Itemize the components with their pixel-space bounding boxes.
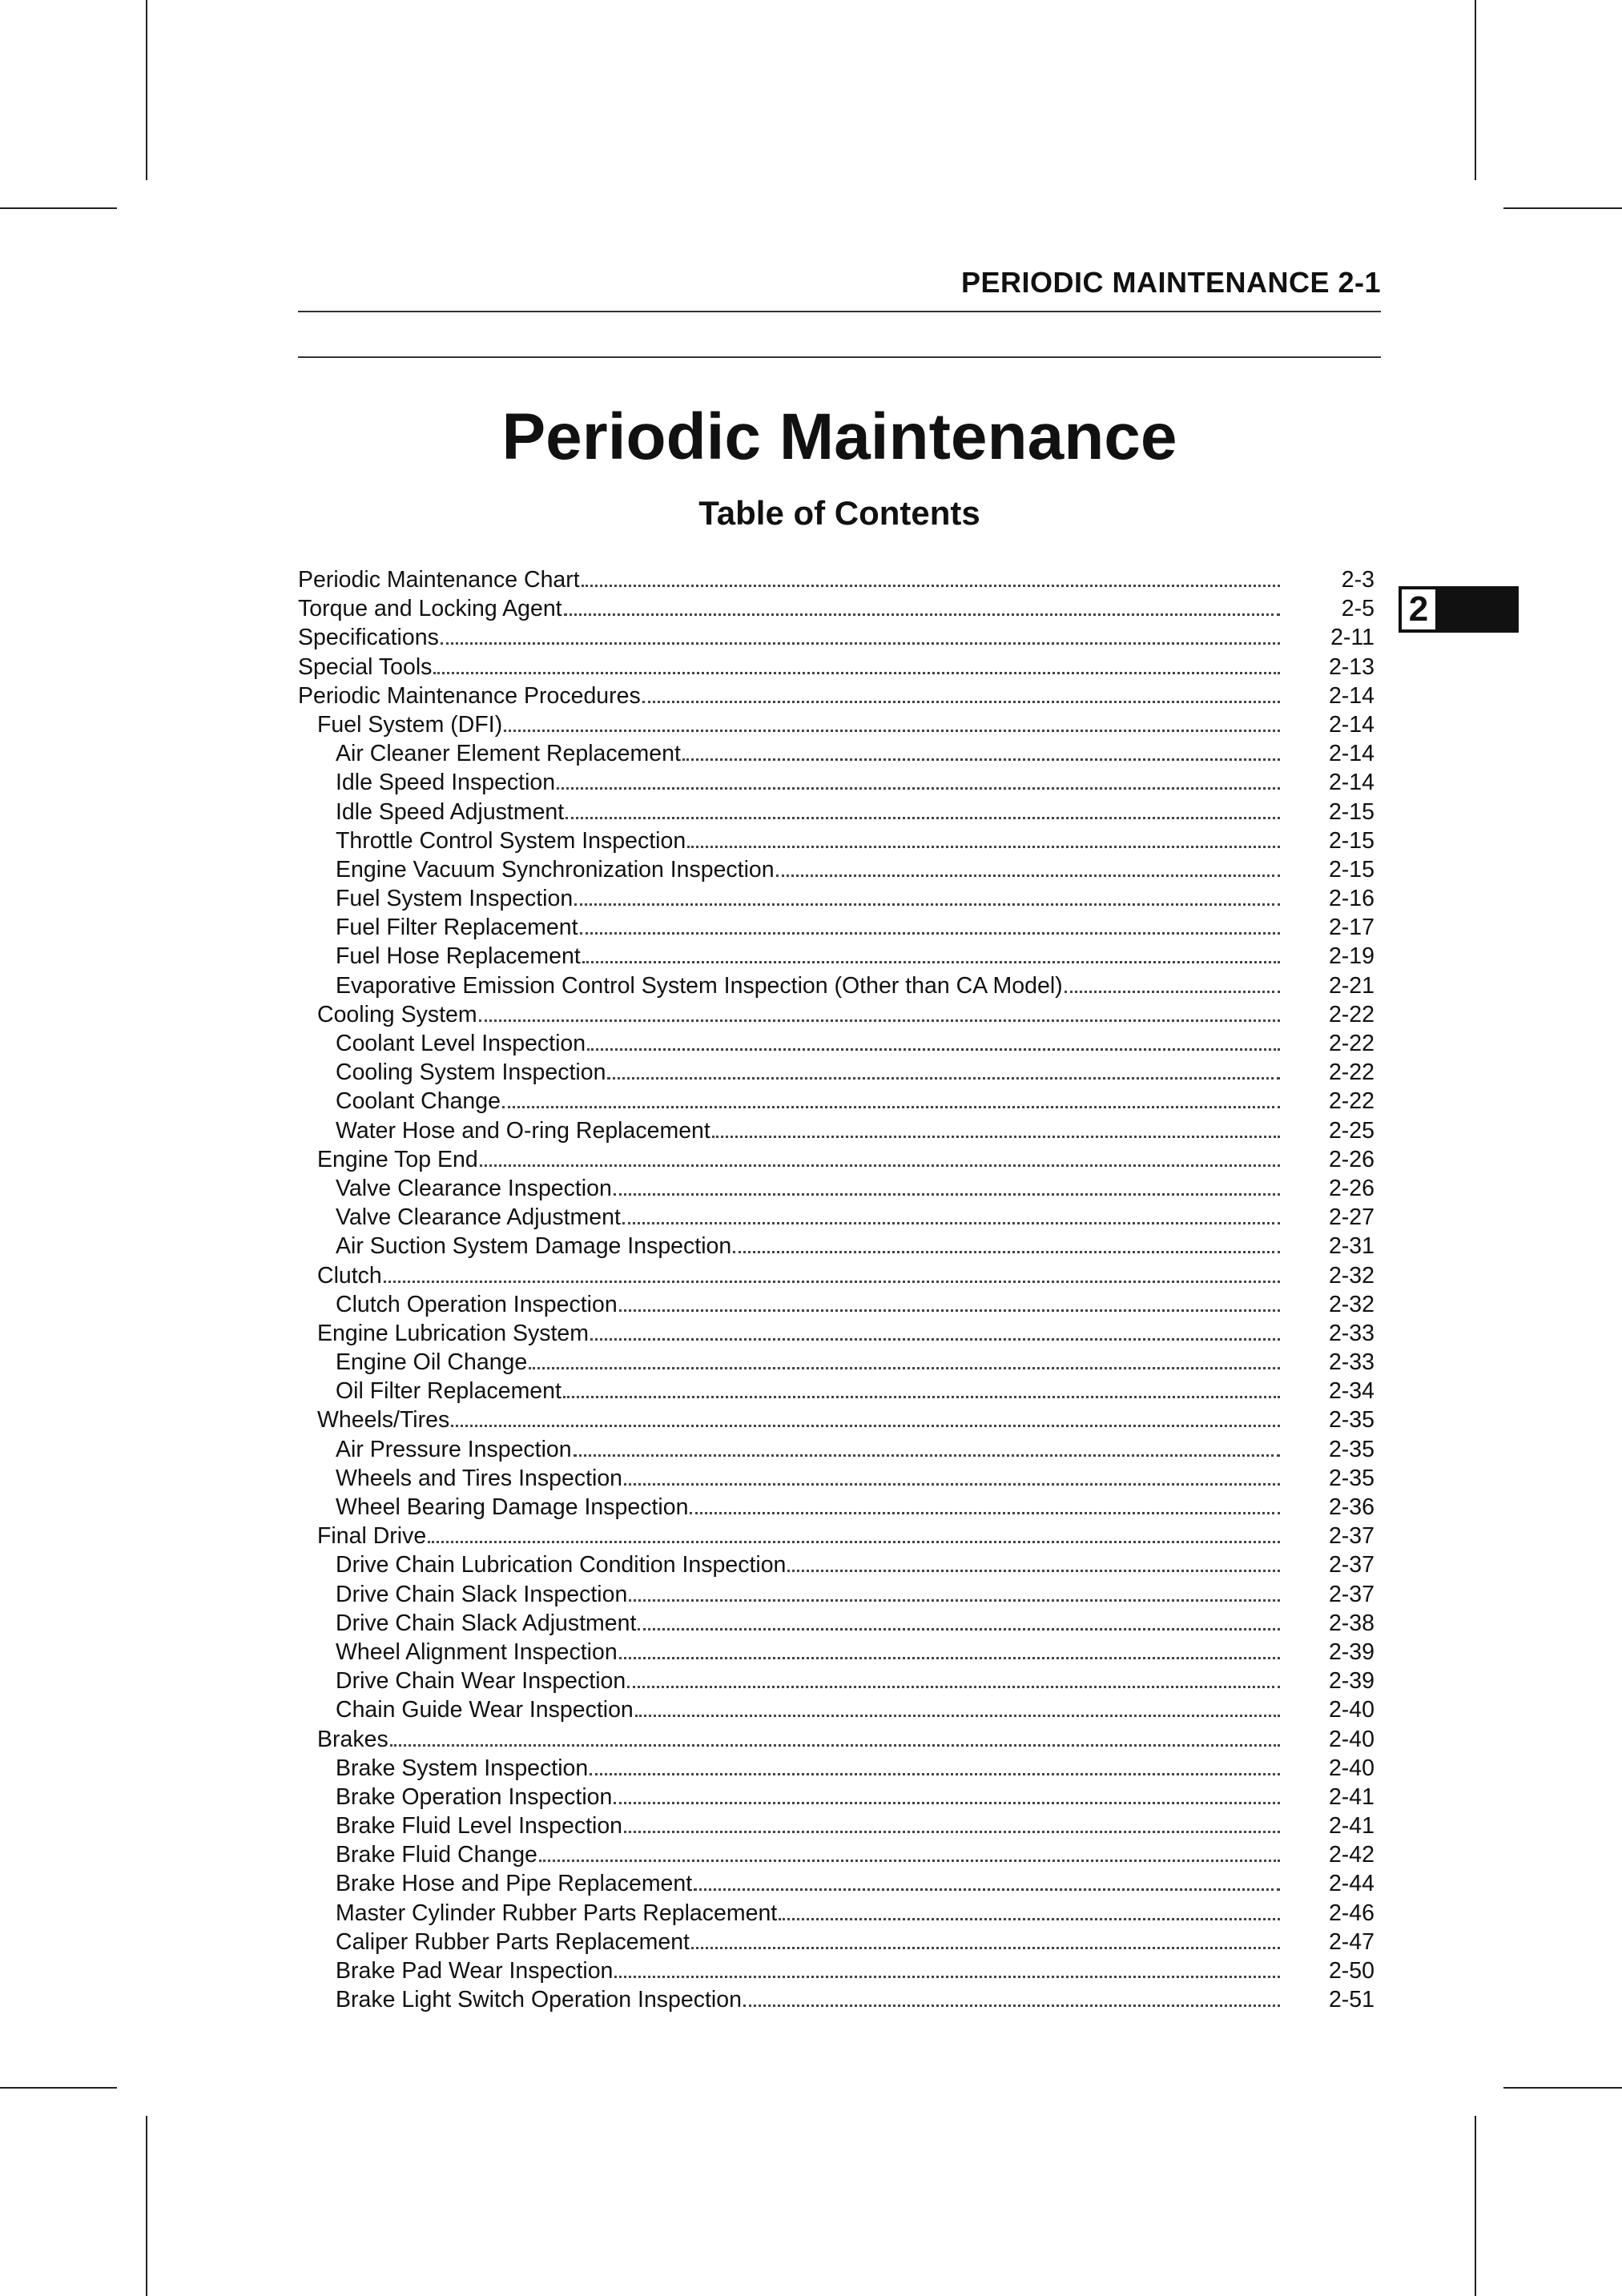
toc-entry-label: Fuel Filter Replacement <box>336 915 578 941</box>
toc-entry[interactable] <box>298 1667 1374 1695</box>
toc-entry-main <box>317 1261 1280 1290</box>
toc-entry[interactable] <box>298 1145 1374 1174</box>
toc-entry-page: 2-13 <box>1328 653 1374 680</box>
toc-entry[interactable] <box>298 623 1374 652</box>
toc-dot-leader <box>384 1276 1280 1283</box>
toc-entry-label: Fuel System Inspection <box>336 886 574 912</box>
toc-entry-label: Brake Hose and Pipe Replacement <box>336 1871 693 1897</box>
toc-entry[interactable] <box>298 1377 1374 1405</box>
toc-dot-leader <box>776 870 1280 877</box>
toc-entry-main <box>336 1174 1280 1203</box>
toc-entry-label: Wheels and Tires Inspection <box>336 1465 623 1491</box>
toc-entry-label: Brake Fluid Change <box>336 1842 537 1868</box>
toc-dot-leader <box>733 1246 1280 1253</box>
toc-entry-main <box>336 826 1280 855</box>
toc-entry[interactable] <box>298 594 1374 623</box>
toc-entry-page: 2-25 <box>1328 1117 1374 1144</box>
toc-entry-label: Wheels/Tires <box>317 1407 450 1433</box>
toc-entry-page: 2-31 <box>1328 1233 1374 1260</box>
toc-entry-label: Idle Speed Inspection <box>336 770 556 796</box>
toc-entry-main <box>336 1928 1280 1956</box>
toc-entry[interactable] <box>298 1232 1374 1261</box>
toc-entry-main <box>298 682 1280 710</box>
toc-entry-page: 2-40 <box>1328 1726 1374 1752</box>
toc-entry-main <box>336 1493 1280 1522</box>
toc-entry-page: 2-38 <box>1328 1610 1374 1636</box>
toc-dot-leader <box>627 1681 1280 1688</box>
toc-entry-page: 2-16 <box>1328 886 1374 912</box>
toc-entry-label: Engine Oil Change <box>336 1349 528 1376</box>
toc-entry-label: Fuel Hose Replacement <box>336 943 581 970</box>
toc-dot-leader <box>635 1710 1280 1717</box>
toc-entry-main <box>336 1550 1280 1579</box>
toc-entry-page: 2-41 <box>1328 1813 1374 1840</box>
toc-entry[interactable] <box>298 1290 1374 1319</box>
toc-entry-label: Fuel System (DFI) <box>317 711 503 738</box>
table-of-contents <box>298 565 1374 2014</box>
toc-entry-label: Drive Chain Wear Inspection <box>336 1668 626 1695</box>
toc-dot-leader <box>563 1391 1280 1398</box>
toc-entry[interactable] <box>298 1203 1374 1232</box>
toc-entry-page: 2-11 <box>1330 625 1374 651</box>
toc-entry-label: Air Cleaner Element Replacement <box>336 741 681 767</box>
toc-entry-page: 2-15 <box>1328 856 1374 883</box>
toc-dot-leader <box>619 1305 1280 1312</box>
toc-entry-main <box>336 1232 1280 1261</box>
toc-entry-main <box>336 1956 1280 1985</box>
toc-dot-leader <box>629 1594 1280 1602</box>
toc-entry[interactable] <box>298 1435 1374 1464</box>
toc-entry-main <box>317 1725 1280 1754</box>
toc-entry[interactable] <box>298 1985 1374 2014</box>
toc-entry[interactable] <box>298 1493 1374 1522</box>
toc-entry-label: Engine Top End <box>317 1146 478 1172</box>
toc-entry[interactable] <box>298 1580 1374 1609</box>
toc-entry-page: 2-15 <box>1328 798 1374 825</box>
toc-entry-label: Wheel Alignment Inspection <box>336 1639 618 1665</box>
toc-entry-label: Cooling System <box>317 1001 477 1027</box>
toc-entry-main <box>336 855 1280 884</box>
toc-entry-page: 2-3 <box>1341 567 1374 593</box>
toc-entry-main <box>336 1435 1280 1464</box>
toc-entry-main <box>336 1783 1280 1811</box>
toc-entry-main <box>336 1985 1280 2014</box>
toc-dot-leader <box>582 580 1280 587</box>
toc-entry-page: 2-5 <box>1341 596 1374 622</box>
toc-entry-label: Periodic Maintenance Chart <box>298 567 580 593</box>
toc-entry[interactable] <box>298 1464 1374 1493</box>
toc-dot-leader <box>582 956 1280 963</box>
toc-dot-leader <box>480 1160 1280 1167</box>
toc-entry-main <box>336 1695 1280 1724</box>
toc-entry-page: 2-37 <box>1328 1552 1374 1578</box>
toc-entry[interactable] <box>298 1029 1374 1058</box>
toc-entry-main <box>336 798 1280 826</box>
toc-entry[interactable] <box>298 1928 1374 1956</box>
toc-entry[interactable] <box>298 942 1374 971</box>
toc-entry[interactable] <box>298 1811 1374 1840</box>
toc-entry-main <box>336 1580 1280 1609</box>
toc-entry-page: 2-34 <box>1328 1378 1374 1405</box>
toc-entry[interactable] <box>298 1609 1374 1638</box>
toc-entry-label: Cooling System Inspection <box>336 1060 606 1086</box>
toc-entry[interactable] <box>298 710 1374 739</box>
toc-entry[interactable] <box>298 1638 1374 1667</box>
toc-entry-main <box>336 1377 1280 1405</box>
toc-dot-leader <box>787 1565 1280 1572</box>
crop-mark-top-left <box>0 207 117 209</box>
toc-dot-leader <box>557 782 1280 790</box>
toc-entry-main <box>336 1290 1280 1319</box>
toc-entry[interactable] <box>298 971 1374 1000</box>
toc-entry-label: Specifications <box>298 625 439 651</box>
toc-entry-page: 2-14 <box>1328 682 1374 709</box>
toc-entry-label: Valve Clearance Adjustment <box>336 1204 621 1231</box>
toc-entry[interactable] <box>298 1840 1374 1869</box>
toc-dot-leader <box>539 1855 1280 1862</box>
toc-entry[interactable] <box>298 1783 1374 1811</box>
toc-entry-main <box>336 1609 1280 1638</box>
toc-dot-leader <box>687 841 1280 848</box>
toc-dot-leader <box>712 1131 1280 1138</box>
toc-entry-main <box>298 565 1280 594</box>
toc-dot-leader <box>642 696 1280 703</box>
toc-entry-label: Caliper Rubber Parts Replacement <box>336 1928 690 1955</box>
chapter-tab-number: 2 <box>1402 589 1435 629</box>
toc-dot-leader <box>1065 986 1280 993</box>
toc-entry[interactable] <box>298 1174 1374 1203</box>
toc-entry[interactable] <box>298 884 1374 913</box>
toc-entry-page: 2-44 <box>1328 1871 1374 1897</box>
toc-entry-label: Engine Vacuum Synchronization Inspection <box>336 856 775 883</box>
toc-entry-page: 2-33 <box>1328 1320 1374 1346</box>
toc-entry-label: Torque and Locking Agent <box>298 596 562 622</box>
toc-entry[interactable] <box>298 1058 1374 1087</box>
toc-entry-page: 2-42 <box>1328 1842 1374 1868</box>
toc-dot-leader <box>580 927 1280 935</box>
toc-dot-leader <box>624 1826 1280 1833</box>
running-header: PERIODIC MAINTENANCE 2-1 <box>960 266 1381 299</box>
toc-entry-page: 2-35 <box>1328 1407 1374 1433</box>
toc-entry-label: Drive Chain Lubrication Condition Inspection <box>336 1552 787 1578</box>
toc-dot-leader <box>502 1101 1280 1108</box>
toc-dot-leader <box>565 812 1280 819</box>
toc-heading: Table of Contents <box>698 494 980 532</box>
toc-dot-leader <box>564 609 1280 616</box>
toc-entry-main <box>317 1522 1280 1550</box>
toc-entry-page: 2-46 <box>1328 1900 1374 1926</box>
crop-mark-top-right <box>1503 207 1622 209</box>
toc-dot-leader <box>529 1362 1280 1369</box>
toc-dot-leader <box>441 637 1280 645</box>
toc-entry[interactable] <box>298 1695 1374 1724</box>
toc-entry[interactable] <box>298 913 1374 942</box>
toc-entry-main <box>336 884 1280 913</box>
toc-dot-leader <box>590 1333 1280 1341</box>
toc-entry-label: Periodic Maintenance Procedures <box>298 682 641 709</box>
toc-entry[interactable] <box>298 855 1374 884</box>
toc-entry-page: 2-32 <box>1328 1262 1374 1289</box>
toc-entry-main <box>336 913 1280 942</box>
toc-dot-leader <box>619 1652 1280 1659</box>
toc-entry-main <box>336 971 1280 1000</box>
toc-entry-page: 2-39 <box>1328 1639 1374 1665</box>
toc-dot-leader <box>694 1884 1280 1891</box>
toc-entry-label: Idle Speed Adjustment <box>336 798 565 825</box>
crop-mark-top-right <box>1475 0 1476 180</box>
toc-entry-page: 2-22 <box>1328 1001 1374 1027</box>
toc-entry[interactable] <box>298 1869 1374 1898</box>
toc-dot-leader <box>479 1015 1280 1022</box>
toc-entry[interactable] <box>298 1087 1374 1116</box>
toc-entry[interactable] <box>298 1348 1374 1377</box>
toc-entry[interactable] <box>298 1754 1374 1783</box>
toc-entry-main <box>336 1840 1280 1869</box>
toc-dot-leader <box>624 1478 1280 1486</box>
toc-entry[interactable] <box>298 1000 1374 1029</box>
toc-entry-label: Clutch Operation Inspection <box>336 1291 618 1317</box>
toc-entry[interactable] <box>298 826 1374 855</box>
toc-entry-page: 2-39 <box>1328 1668 1374 1695</box>
toc-dot-leader <box>574 1450 1280 1457</box>
toc-entry-page: 2-22 <box>1328 1088 1374 1115</box>
toc-entry-label: Water Hose and O-ring Replacement <box>336 1117 710 1144</box>
toc-entry-main <box>336 1029 1280 1058</box>
toc-dot-leader <box>428 1536 1280 1543</box>
toc-dot-leader <box>682 754 1280 761</box>
toc-entry-page: 2-27 <box>1328 1204 1374 1231</box>
toc-dot-leader <box>614 1797 1280 1804</box>
toc-dot-leader <box>638 1623 1280 1631</box>
toc-entry[interactable] <box>298 1899 1374 1928</box>
toc-entry-page: 2-19 <box>1328 943 1374 970</box>
toc-entry-label: Wheel Bearing Damage Inspection <box>336 1494 689 1520</box>
toc-entry-page: 2-50 <box>1328 1958 1374 1984</box>
toc-entry-label: Brakes <box>317 1726 388 1752</box>
chapter-tab <box>1399 586 1519 633</box>
toc-entry-page: 2-41 <box>1328 1783 1374 1810</box>
toc-entry-main <box>298 623 1280 652</box>
toc-entry-label: Oil Filter Replacement <box>336 1378 561 1405</box>
toc-entry-label: Valve Clearance Inspection <box>336 1175 612 1201</box>
toc-entry-label: Evaporative Emission Control System Inspection (Other than CA Model) <box>336 972 1063 999</box>
toc-entry-page: 2-40 <box>1328 1697 1374 1723</box>
toc-entry-main <box>317 1000 1280 1029</box>
toc-entry-page: 2-21 <box>1328 972 1374 999</box>
toc-entry-main <box>336 1638 1280 1667</box>
toc-dot-leader <box>574 899 1280 906</box>
toc-dot-leader <box>691 1942 1280 1949</box>
toc-entry-main <box>336 739 1280 768</box>
toc-entry-main <box>336 1667 1280 1695</box>
toc-entry-label: Clutch <box>317 1262 382 1289</box>
toc-entry-main <box>336 1464 1280 1493</box>
toc-dot-leader <box>614 1188 1280 1196</box>
toc-entry-label: Brake Pad Wear Inspection <box>336 1958 614 1984</box>
toc-entry-page: 2-37 <box>1328 1581 1374 1607</box>
toc-entry-label: Final Drive <box>317 1523 427 1550</box>
toc-dot-leader <box>587 1043 1280 1051</box>
toc-entry[interactable] <box>298 1956 1374 1985</box>
toc-entry[interactable] <box>298 565 1374 594</box>
toc-entry-main <box>336 1811 1280 1840</box>
toc-entry-main <box>336 942 1280 971</box>
toc-entry-main <box>317 1405 1280 1434</box>
toc-entry-main <box>317 1319 1280 1348</box>
toc-entry-label: Coolant Level Inspection <box>336 1031 586 1056</box>
toc-entry-label: Brake System Inspection <box>336 1755 589 1781</box>
toc-entry[interactable] <box>298 1319 1374 1348</box>
toc-entry-label: Throttle Control System Inspection <box>336 827 686 854</box>
toc-entry-page: 2-22 <box>1328 1060 1374 1086</box>
toc-entry-main <box>336 1087 1280 1116</box>
toc-dot-leader <box>607 1072 1280 1080</box>
toc-dot-leader <box>743 2000 1280 2007</box>
toc-entry-main <box>317 1145 1280 1174</box>
toc-entry[interactable] <box>298 739 1374 768</box>
toc-entry-page: 2-15 <box>1328 827 1374 854</box>
toc-entry-main <box>336 1116 1280 1145</box>
toc-entry-label: Drive Chain Slack Inspection <box>336 1581 628 1607</box>
toc-entry-page: 2-33 <box>1328 1349 1374 1376</box>
toc-dot-leader <box>590 1768 1280 1775</box>
toc-entry[interactable] <box>298 1405 1374 1434</box>
toc-entry-page: 2-36 <box>1328 1494 1374 1520</box>
crop-mark-bottom-right <box>1503 2087 1622 2089</box>
toc-entry-page: 2-40 <box>1328 1755 1374 1781</box>
toc-entry[interactable] <box>298 798 1374 826</box>
toc-entry-page: 2-26 <box>1328 1146 1374 1172</box>
header-rule <box>298 311 1381 312</box>
crop-mark-bottom-left <box>146 2116 147 2296</box>
toc-entry-page: 2-17 <box>1328 915 1374 941</box>
toc-entry-page: 2-35 <box>1328 1465 1374 1491</box>
toc-entry-main <box>336 1899 1280 1928</box>
toc-entry[interactable] <box>298 1550 1374 1579</box>
toc-entry-label: Engine Lubrication System <box>317 1320 590 1346</box>
toc-entry-label: Air Pressure Inspection <box>336 1436 572 1462</box>
toc-entry-page: 2-47 <box>1328 1928 1374 1955</box>
title-rule <box>298 356 1381 358</box>
toc-entry-label: Special Tools <box>298 653 433 680</box>
crop-mark-bottom-left <box>0 2087 117 2089</box>
toc-entry-page: 2-26 <box>1328 1175 1374 1201</box>
toc-dot-leader <box>690 1507 1280 1514</box>
toc-entry-page: 2-22 <box>1328 1031 1374 1056</box>
toc-entry-label: Master Cylinder Rubber Parts Replacement <box>336 1900 778 1926</box>
toc-entry[interactable] <box>298 1522 1374 1550</box>
toc-dot-leader <box>451 1420 1280 1427</box>
toc-dot-leader <box>504 725 1280 732</box>
toc-entry-main <box>336 768 1280 797</box>
toc-dot-leader <box>622 1217 1280 1224</box>
toc-entry-main <box>336 1754 1280 1783</box>
toc-entry[interactable] <box>298 1725 1374 1754</box>
toc-dot-leader <box>779 1913 1280 1920</box>
toc-entry[interactable] <box>298 1261 1374 1290</box>
toc-entry-main <box>336 1203 1280 1232</box>
crop-mark-bottom-right <box>1475 2116 1476 2296</box>
toc-entry[interactable] <box>298 653 1374 682</box>
toc-entry-label: Drive Chain Slack Adjustment <box>336 1610 637 1636</box>
toc-entry-main <box>336 1869 1280 1898</box>
toc-entry-main <box>336 1058 1280 1087</box>
toc-entry-page: 2-51 <box>1328 1987 1374 2013</box>
toc-entry-label: Air Suction System Damage Inspection <box>336 1233 732 1260</box>
toc-entry[interactable] <box>298 1116 1374 1145</box>
page-title: Periodic Maintenance <box>501 400 1177 473</box>
toc-dot-leader <box>390 1739 1280 1747</box>
toc-entry-label: Coolant Change <box>336 1088 501 1115</box>
toc-entry-page: 2-14 <box>1328 711 1374 738</box>
toc-entry-page: 2-14 <box>1328 770 1374 796</box>
toc-entry-main <box>298 594 1280 623</box>
toc-entry-page: 2-35 <box>1328 1436 1374 1462</box>
toc-entry-page: 2-32 <box>1328 1291 1374 1317</box>
toc-entry-page: 2-37 <box>1328 1523 1374 1550</box>
toc-entry-label: Brake Operation Inspection <box>336 1783 613 1810</box>
toc-dot-leader <box>614 1971 1280 1978</box>
toc-entry-label: Chain Guide Wear Inspection <box>336 1697 634 1723</box>
toc-entry-main <box>298 653 1280 682</box>
toc-entry-label: Brake Light Switch Operation Inspection <box>336 1987 742 2013</box>
toc-entry[interactable] <box>298 768 1374 797</box>
toc-entry-page: 2-14 <box>1328 741 1374 767</box>
toc-entry-main <box>317 710 1280 739</box>
toc-entry-label: Brake Fluid Level Inspection <box>336 1813 623 1840</box>
toc-entry[interactable] <box>298 682 1374 710</box>
crop-mark-top-left <box>146 0 147 180</box>
toc-dot-leader <box>433 667 1280 674</box>
toc-entry-main <box>336 1348 1280 1377</box>
